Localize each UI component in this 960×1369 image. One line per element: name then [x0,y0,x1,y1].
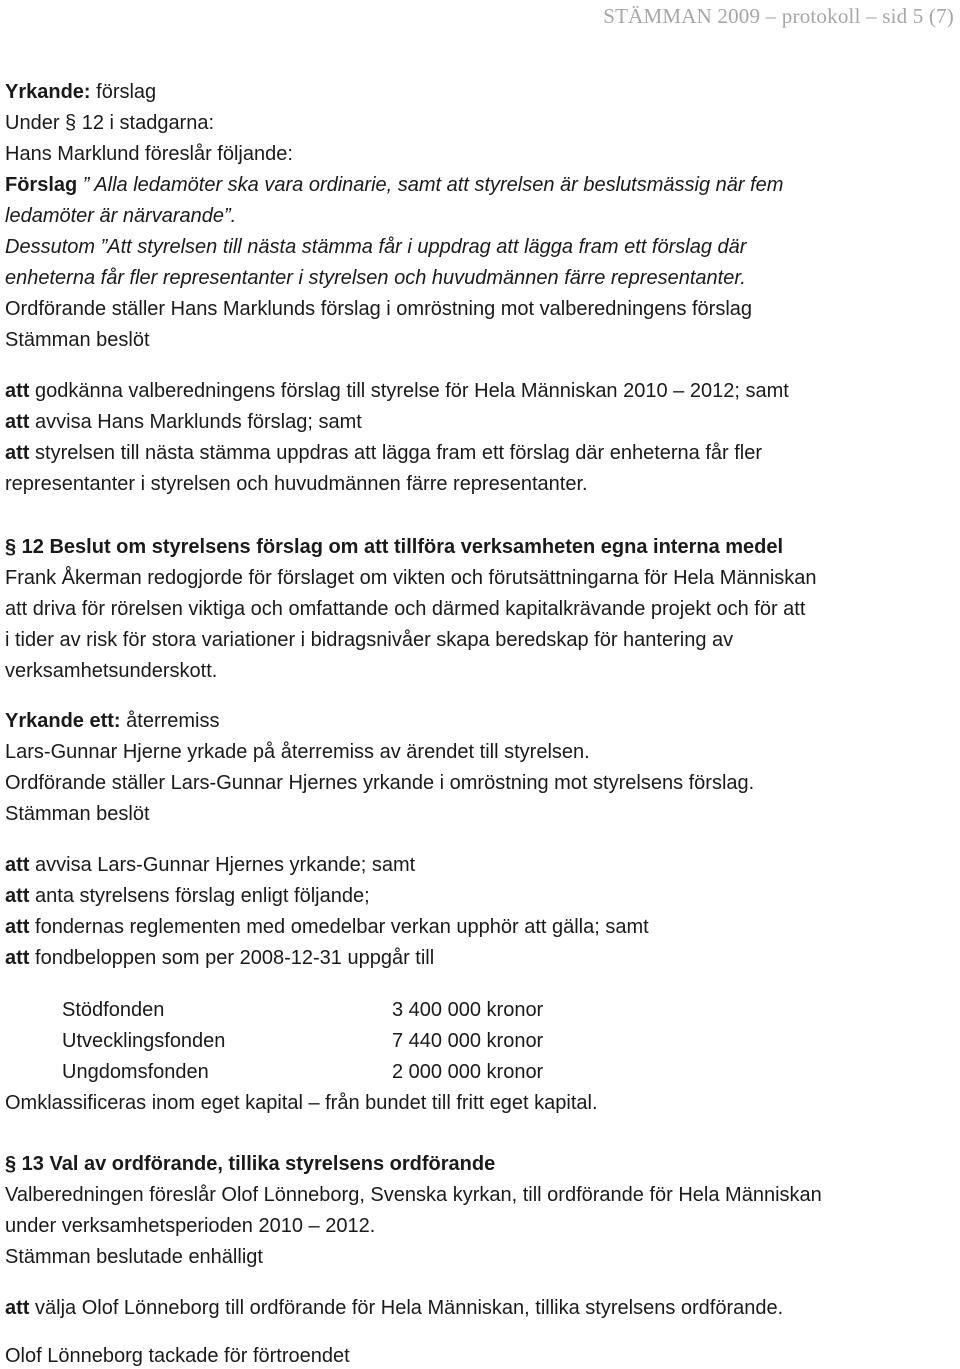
beslot-line: Stämman beslöt [5,329,150,351]
att-label: att [5,854,30,876]
section-13-title: § 13 Val av ordförande, tillika styrelsens ordförande [5,1153,496,1175]
fund-name: Stödfonden [62,999,165,1021]
under-line: Under § 12 i stadgarna: [5,112,215,134]
dessutom-line-1: Dessutom ”Att styrelsen till nästa stämma får i uppdrag att lägga fram ett förslag där [5,236,747,258]
fund-amount: 2 000 000 kronor [392,1061,544,1083]
decision-text: godkänna valberedningens förslag till styrelse för Hela Människan 2010 – 2012; samt [29,380,789,402]
att-label: att [5,1297,30,1319]
hans-line: Hans Marklund föreslår följande: [5,143,293,165]
omklass-line: Omklassificeras inom eget kapital – från bundet till fritt eget kapital. [5,1092,598,1114]
decision-text: avvisa Hans Marklunds förslag; samt [29,411,362,433]
decision-text: anta styrelsens förslag enligt följande; [29,885,370,907]
s12-decision-line [5,914,649,940]
att-label: att [5,947,30,969]
decision-line [5,409,362,435]
decision-text: avvisa Lars-Gunnar Hjernes yrkande; samt [29,854,416,876]
s12-paragraph: att driva för rörelsen viktiga och omfattande och därmed kapitalkrävande projekt och för att [5,598,806,620]
s12-decision-line [5,852,415,878]
page-header: STÄMMAN 2009 – protokoll – sid 5 (7) [603,4,954,28]
s12-decision-line [5,883,370,909]
decision-text: styrelsen till nästa stämma uppdras att lägga fram ett förslag där enheterna får fler [29,442,763,464]
fund-name: Ungdomsfonden [62,1061,209,1083]
s12-yrkande-value: återremiss [120,710,220,732]
s13-paragraph: Valberedningen föreslår Olof Lönneborg, Svenska kyrkan, till ordförande för Hela Människan [5,1184,822,1206]
s13-paragraph: under verksamhetsperioden 2010 – 2012. [5,1215,376,1237]
fund-amount: 3 400 000 kronor [392,999,544,1021]
decision-line [5,440,762,466]
s13-beslot-line: Stämman beslutade enhälligt [5,1246,263,1268]
att-label: att [5,885,30,907]
s12-lg-line: Ordförande ställer Lars-Gunnar Hjernes yrkande i omröstning mot styrelsens förslag. [5,772,755,794]
forslag-text: ” Alla ledamöter ska vara ordinarie, samt att styrelsen är beslutsmässig när fem [77,174,784,196]
s12-yrkande-label: Yrkande ett: [5,710,121,732]
s13-thanks-line: Olof Lönneborg tackade för förtroendet [5,1345,350,1367]
decision-text: fondbeloppen som per 2008-12-31 uppgår till [29,947,435,969]
yrkande-label: Yrkande: [5,81,91,103]
decision-line [5,378,789,404]
ordforande-line: Ordförande ställer Hans Marklunds förslag i omröstning mot valberedningens förslag [5,298,753,320]
section-12-title: § 12 Beslut om styrelsens förslag om att tillföra verksamheten egna interna medel [5,536,784,558]
fund-amount: 7 440 000 kronor [392,1030,544,1052]
forslag-line [5,172,783,198]
decision-line-cont: representanter i styrelsen och huvudmännen färre representanter. [5,473,588,495]
s12-decision-line [5,945,434,971]
att-label: att [5,916,30,938]
s13-decision-line [5,1295,783,1321]
s12-paragraph: Frank Åkerman redogjorde för förslaget om vikten och förutsättningarna för Hela Människan [5,567,817,589]
decision-text: fondernas reglementen med omedelbar verkan upphör att gälla; samt [29,916,649,938]
att-label: att [5,380,30,402]
s12-yrkande-line [5,708,220,734]
att-label: att [5,411,30,433]
decision-text: välja Olof Lönneborg till ordförande för Hela Människan, tillika styrelsens ordförande. [29,1297,784,1319]
att-label: att [5,442,30,464]
forslag-label: Förslag [5,174,78,196]
s12-paragraph: verksamhetsunderskott. [5,660,218,682]
s12-paragraph: i tider av risk för stora variationer i bidragsnivåer skapa beredskap för hantering av [5,629,734,651]
s12-lg-line: Lars-Gunnar Hjerne yrkade på återremiss av ärendet till styrelsen. [5,741,590,763]
forslag-line-2: ledamöter är närvarande”. [5,205,237,227]
fund-name: Utvecklingsfonden [62,1030,226,1052]
yrkande-line [5,79,156,105]
dessutom-line-2: enheterna får fler representanter i styrelsen och huvudmännen färre representanter. [5,267,746,289]
yrkande-value: förslag [90,81,157,103]
s12-beslot-line: Stämman beslöt [5,803,150,825]
